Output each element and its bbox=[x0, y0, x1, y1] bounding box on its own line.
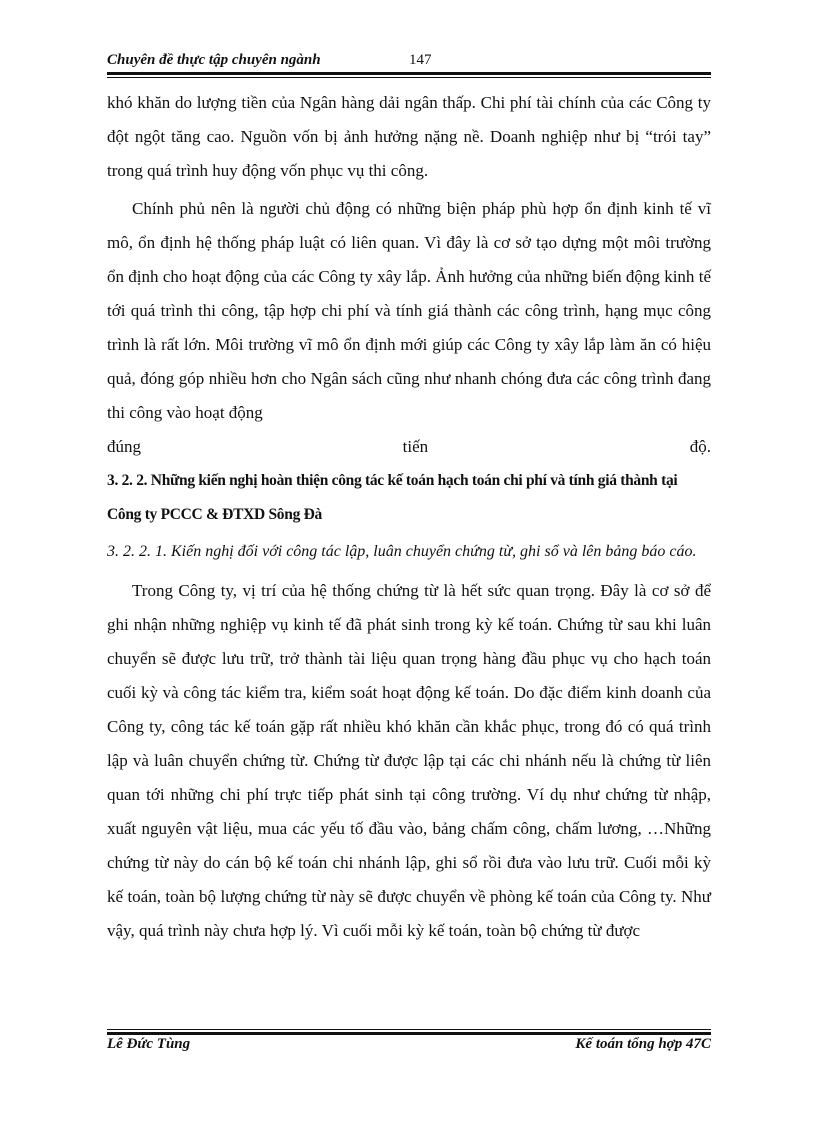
paragraph-2-last-line bbox=[107, 430, 711, 464]
footer-class: Kế toán tổng hợp 47C bbox=[575, 1036, 711, 1052]
header-rule-thick bbox=[107, 72, 711, 75]
header-rule-thin bbox=[107, 77, 711, 78]
subsection-heading-3-2-2-1: 3. 2. 2. 1. Kiến nghị đối với công tác lập, luân chuyển chứng từ, ghi sổ và lên bảng báo cáo. bbox=[107, 543, 697, 560]
page-number: 147 bbox=[409, 52, 432, 68]
page-body bbox=[107, 86, 711, 948]
paragraph-2: Chính phủ nên là người chủ động có những biện pháp phù hợp ổn định kinh tế vĩ mô, ổn định hệ thống pháp luật có liên quan. Vì đây là cơ sở tạo dựng một môi trường ổn định cho hoạt động của các Công ty xây lắp. Ảnh hưởng của những biến động kinh tế tới quá trình thi công, tập hợp chi phí và tính giá thành các công trình, hạng mục công trình là rất lớn. Môi trường vĩ mô ổn định mới giúp các Công ty xây lắp làm ăn có hiệu quả, đóng góp nhiều hơn cho Ngân sách cũng như nhanh chóng đưa các công trình đang thi công vào hoạt động bbox=[107, 199, 711, 422]
footer-rule-thick bbox=[107, 1032, 711, 1035]
last-line-word-2: tiến bbox=[402, 437, 429, 456]
section-heading-3-2-2: 3. 2. 2. Những kiến nghị hoàn thiện công tác kế toán hạch toán chi phí và tính giá thành tại Công ty PCCC & ĐTXD Sông Đà bbox=[107, 472, 678, 523]
paragraph-1: khó khăn do lượng tiền của Ngân hàng dải ngân thấp. Chi phí tài chính của các Công ty đột ngột tăng cao. Nguồn vốn bị ảnh hưởng nặng nề. Doanh nghiệp như bị “trói tay” trong quá trình huy động vốn phục vụ thi công. bbox=[107, 93, 711, 180]
footer-author: Lê Đức Tùng bbox=[107, 1036, 191, 1052]
last-line-word-3: độ. bbox=[689, 437, 711, 456]
footer-rule-thin bbox=[107, 1029, 711, 1030]
paragraph-3: Trong Công ty, vị trí của hệ thống chứng từ là hết sức quan trọng. Đây là cơ sở để ghi nhận những nghiệp vụ kinh tế đã phát sinh trong kỳ kế toán. Chứng từ sau khi luân chuyển sẽ được lưu trữ, trở thành tài liệu quan trọng hàng đầu phục vụ cho hạch toán cuối kỳ và công tác kiểm tra, kiểm soát hoạt động kế toán. Do đặc điểm kinh doanh của Công ty, công tác kế toán gặp rất nhiều khó khăn cần khắc phục, trong đó có quá trình lập và luân chuyển chứng từ. Chứng từ được lập tại các chi nhánh nếu là chứng từ liên quan tới những chi phí trực tiếp phát sinh tại công trường. Ví dụ như chứng từ nhập, xuất nguyên vật liệu, mua các yếu tố đầu vào, bảng chấm công, chấm lương, …Những chứng từ này do cán bộ kế toán chi nhánh lập, ghi sổ rồi đưa vào lưu trữ. Cuối mỗi kỳ kế toán, toàn bộ lượng chứng từ này sẽ được chuyển về phòng kế toán của Công ty. Như vậy, quá trình này chưa hợp lý. Vì cuối mỗi kỳ kế toán, toàn bộ chứng từ được bbox=[107, 581, 711, 940]
last-line-word-1: đúng bbox=[107, 437, 141, 456]
document-title: Chuyên đề thực tập chuyên ngành bbox=[107, 52, 321, 68]
page-header bbox=[107, 52, 711, 72]
page-footer bbox=[107, 1036, 711, 1056]
